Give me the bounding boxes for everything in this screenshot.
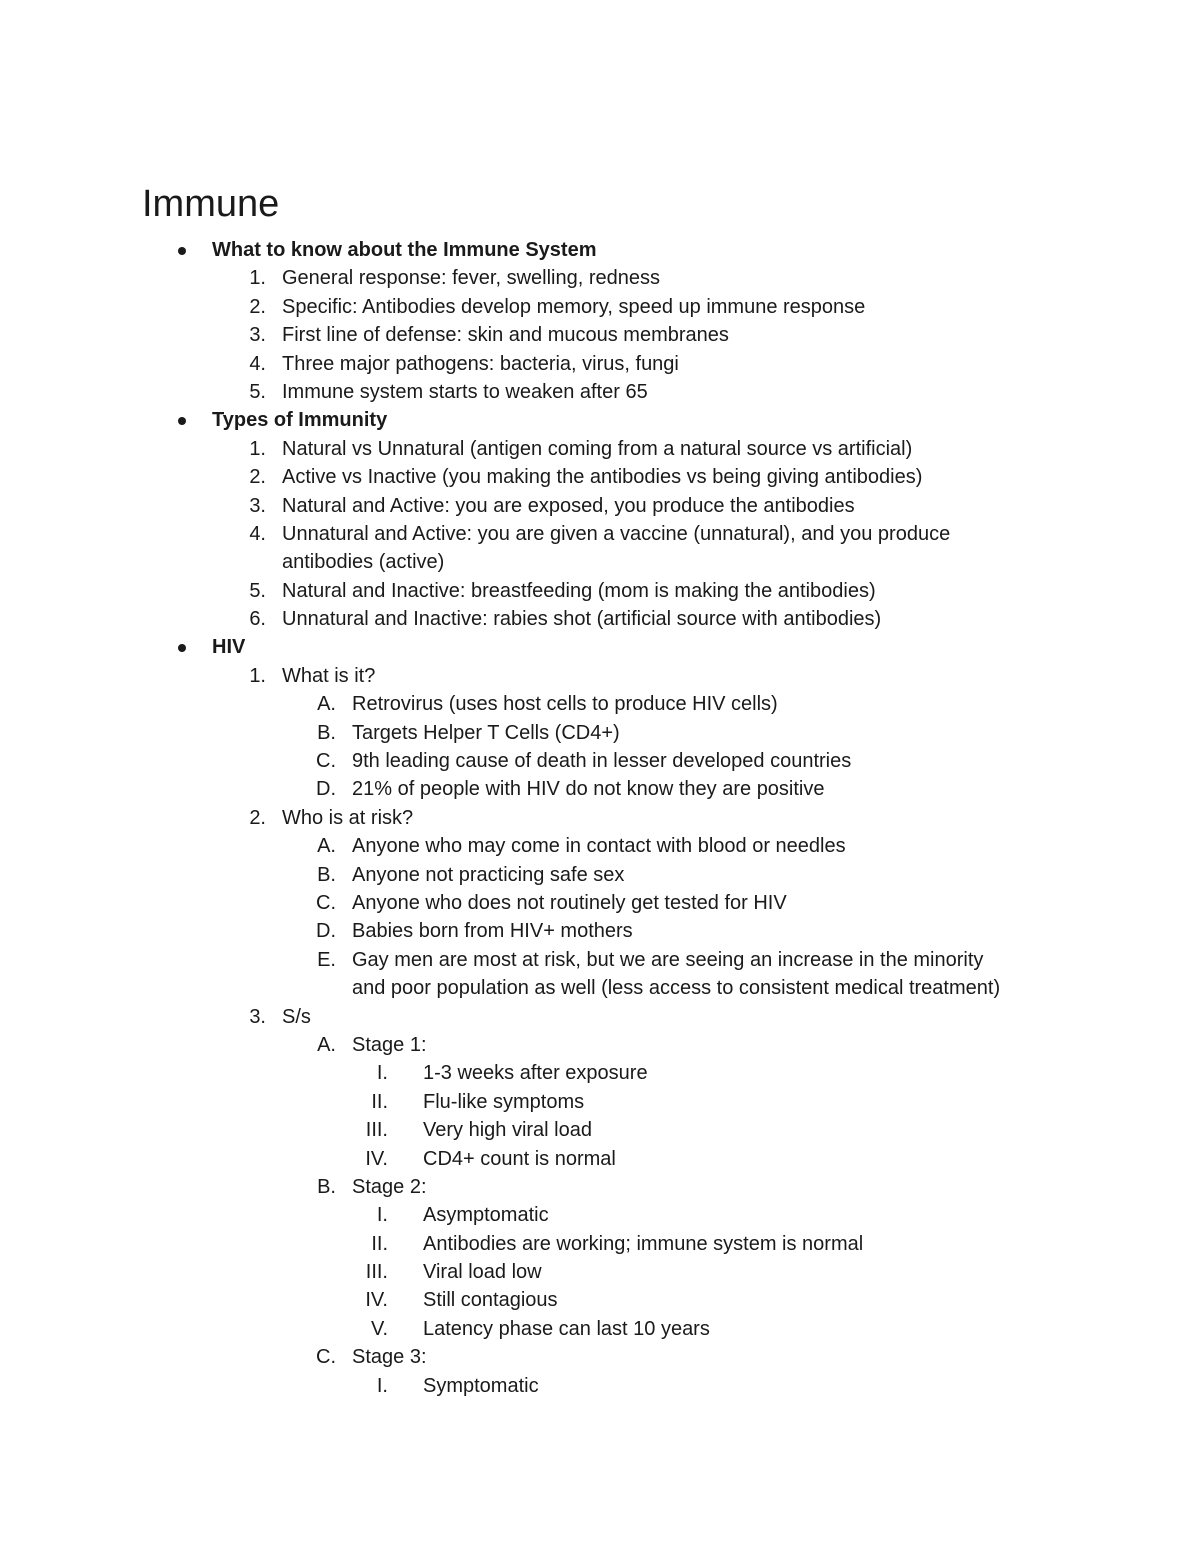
list-item-text: Symptomatic (423, 1374, 539, 1397)
list-item (0, 1031, 1200, 1059)
list-marker: IV. (365, 1147, 388, 1170)
list-item (0, 1173, 1200, 1201)
list-item (0, 889, 1200, 917)
list-item-text: S/s (282, 1005, 311, 1028)
list-marker: B. (317, 863, 336, 886)
list-item (0, 917, 1200, 945)
list-marker: A. (317, 693, 336, 716)
list-marker: V. (370, 1317, 388, 1340)
list-item-text: Three major pathogens: bacteria, virus, fungi (282, 352, 679, 375)
list-item-text: Anyone not practicing safe sex (352, 863, 625, 886)
list-marker: 2. (249, 295, 266, 318)
list-item (0, 1145, 1200, 1173)
list-item (0, 1116, 1200, 1144)
list-item (0, 378, 1200, 406)
list-item (0, 1315, 1200, 1343)
list-item-text: Who is at risk? (282, 806, 414, 829)
list-item (0, 1258, 1200, 1286)
list-item-text: Stage 1: (352, 1033, 427, 1056)
section-heading: Types of Immunity (212, 409, 388, 432)
list-marker: III. (365, 1261, 388, 1284)
list-item (0, 690, 1200, 718)
list-item (0, 832, 1200, 860)
list-marker: C. (316, 891, 336, 914)
list-item-text: Targets Helper T Cells (CD4+) (352, 721, 620, 744)
list-item-text: and poor population as well (less access to consistent medical treatment) (352, 977, 1001, 1000)
list-item (0, 605, 1200, 633)
list-item-text: Natural and Active: you are exposed, you produce the antibodies (282, 494, 855, 517)
list-item-text: antibodies (active) (282, 551, 445, 574)
list-marker: IV. (365, 1289, 388, 1312)
list-marker: C. (316, 750, 336, 773)
list-item-text: Babies born from HIV+ mothers (352, 920, 633, 943)
bullet-icon (178, 247, 186, 255)
bullet-icon (178, 417, 186, 425)
list-marker: I. (376, 1204, 388, 1227)
list-marker: 3. (249, 324, 266, 347)
list-item-text: Gay men are most at risk, but we are seeing an increase in the minority (352, 948, 984, 971)
section-heading-item (0, 406, 1200, 434)
section-heading-item (0, 236, 1200, 264)
list-item (0, 435, 1200, 463)
list-item-text: Immune system starts to weaken after 65 (282, 380, 648, 403)
list-marker: E. (317, 948, 336, 971)
section-heading: HIV (212, 636, 246, 659)
list-item-text: Unnatural and Active: you are given a vaccine (unnatural), and you produce (282, 522, 951, 545)
list-item (0, 1343, 1200, 1371)
list-item-text: Unnatural and Inactive: rabies shot (artificial source with antibodies) (282, 608, 882, 631)
list-marker: 5. (249, 579, 266, 602)
list-item (0, 946, 1200, 974)
list-marker: 4. (249, 522, 266, 545)
list-item (0, 577, 1200, 605)
list-marker: B. (317, 1175, 336, 1198)
list-item-text: 1-3 weeks after exposure (423, 1062, 648, 1085)
list-marker: III. (365, 1119, 388, 1142)
list-item (0, 974, 1200, 1002)
list-item (0, 861, 1200, 889)
list-item (0, 1059, 1200, 1087)
list-marker: D. (316, 920, 336, 943)
list-marker: 1. (249, 267, 266, 290)
list-item-text: Flu-like symptoms (423, 1090, 585, 1113)
list-item (0, 1286, 1200, 1314)
list-item-text: Anyone who does not routinely get tested for HIV (352, 891, 787, 914)
list-marker: A. (317, 1033, 336, 1056)
list-item-text: 21% of people with HIV do not know they are positive (352, 778, 825, 801)
list-item (0, 1372, 1200, 1400)
list-marker: 6. (249, 608, 266, 631)
list-item-text: Viral load low (423, 1261, 542, 1284)
list-item (0, 1230, 1200, 1258)
list-item-text: Specific: Antibodies develop memory, speed up immune response (282, 295, 866, 318)
list-marker: 4. (249, 352, 266, 375)
list-marker: A. (317, 835, 336, 858)
section-heading-item (0, 633, 1200, 661)
list-marker: 5. (249, 380, 266, 403)
list-item-text: Retrovirus (uses host cells to produce HIV cells) (352, 693, 778, 716)
list-item (0, 321, 1200, 349)
list-item-text: Anyone who may come in contact with blood or needles (352, 835, 846, 858)
list-marker: 3. (249, 494, 266, 517)
list-item (0, 293, 1200, 321)
list-marker: 1. (249, 437, 266, 460)
list-marker: B. (317, 721, 336, 744)
list-marker: I. (376, 1374, 388, 1397)
list-marker: C. (316, 1346, 336, 1369)
list-item-text: Still contagious (423, 1289, 558, 1312)
list-item-text: Very high viral load (423, 1119, 592, 1142)
bullet-icon (178, 644, 186, 652)
list-marker: 1. (249, 664, 266, 687)
list-item-text: 9th leading cause of death in lesser developed countries (352, 750, 852, 773)
list-item-text: Natural vs Unnatural (antigen coming from a natural source vs artificial) (282, 437, 913, 460)
list-item (0, 775, 1200, 803)
list-marker: 2. (249, 806, 266, 829)
list-marker: II. (371, 1090, 388, 1113)
list-item (0, 492, 1200, 520)
list-item (0, 1201, 1200, 1229)
list-item (0, 350, 1200, 378)
list-item-text: Asymptomatic (423, 1204, 549, 1227)
list-item-text: Natural and Inactive: breastfeeding (mom is making the antibodies) (282, 579, 876, 602)
list-item-text: CD4+ count is normal (423, 1147, 616, 1170)
list-item (0, 1003, 1200, 1031)
list-marker: 3. (249, 1005, 266, 1028)
list-item (0, 747, 1200, 775)
list-item (0, 520, 1200, 548)
list-item-text: Latency phase can last 10 years (423, 1317, 710, 1340)
list-item (0, 264, 1200, 292)
document-title: Immune (142, 183, 280, 225)
list-item-text: Antibodies are working; immune system is normal (423, 1232, 864, 1255)
list-item (0, 463, 1200, 491)
list-item (0, 719, 1200, 747)
list-marker: D. (316, 778, 336, 801)
list-item-text: Active vs Inactive (you making the antibodies vs being giving antibodies) (282, 466, 923, 489)
list-item (0, 804, 1200, 832)
list-item (0, 662, 1200, 690)
list-item (0, 548, 1200, 576)
list-marker: 2. (249, 466, 266, 489)
document-outline (0, 236, 1200, 1400)
list-item-text: What is it? (282, 664, 376, 687)
list-item-text: First line of defense: skin and mucous membranes (282, 324, 729, 347)
list-marker: I. (376, 1062, 388, 1085)
list-item-text: Stage 2: (352, 1175, 427, 1198)
list-item-text: General response: fever, swelling, redness (282, 267, 660, 290)
list-item (0, 1088, 1200, 1116)
list-item-text: Stage 3: (352, 1346, 427, 1369)
list-marker: II. (371, 1232, 388, 1255)
section-heading: What to know about the Immune System (212, 239, 597, 261)
